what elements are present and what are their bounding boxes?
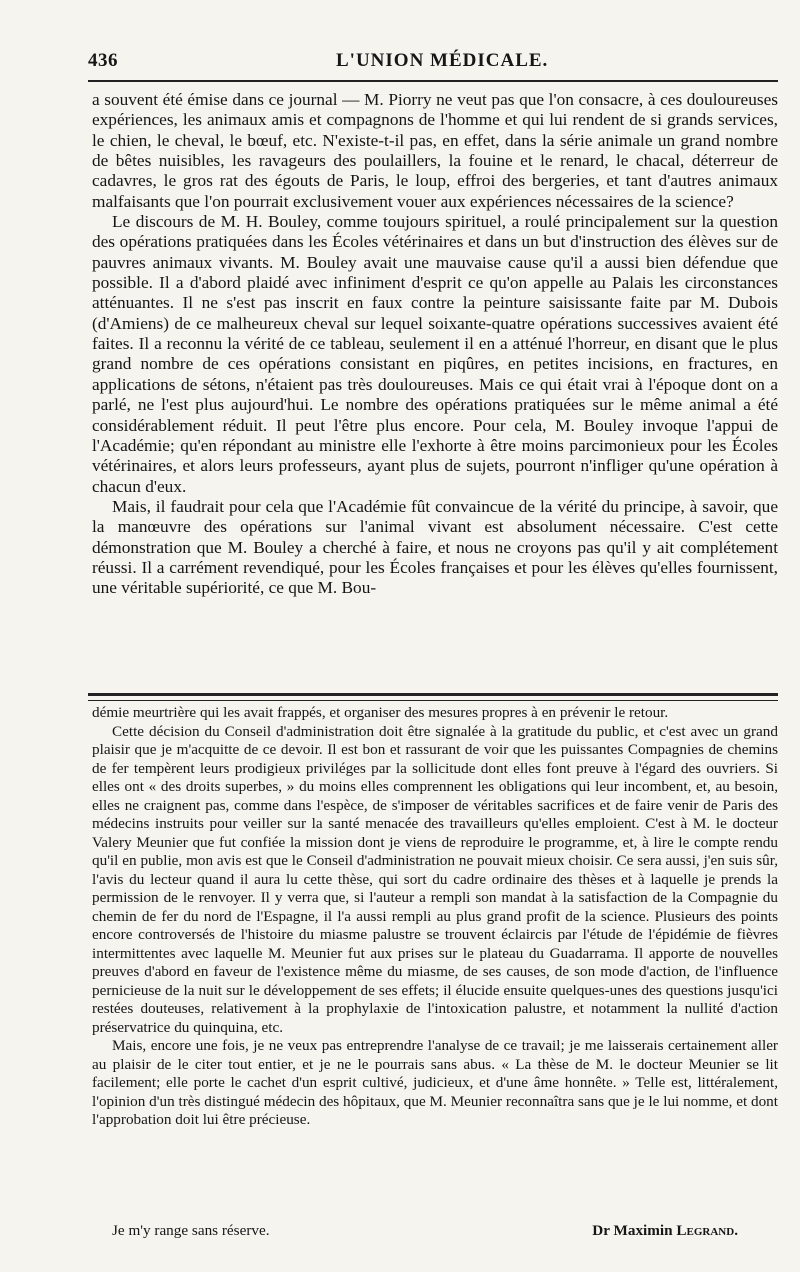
feuilleton-paragraph: Mais, encore une fois, je ne veux pas entreprendre l'analyse de ce travail; je me laisserais certainement aller au plaisir de le citer tout entier, et je ne le pourrais sans abus. « La thèse de M. le docteur Meunier se lit facilement; elle porte le cachet d'un esprit cultivé, judicieux, et d'une âme honnête. » Telle est, littéralement, l'opinion d'un très distingué médecin des hôpitaux, que M. Meunier reconnaîtra sans que je le lui nomme, et dont l'approbation doit lui être précieuse. [92,1037,778,1128]
author-surname: Legrand. [676,1222,738,1239]
main-article [92,90,778,599]
feuilleton-separator [88,693,778,701]
article-paragraph: a souvent été émise dans ce journal — M. Piorry ne veut pas que l'on consacre, à ces douloureuses expériences, les animaux amis et compagnons de l'homme et qui lui rendent de si grands services, le chien, le cheval, le bœuf, etc. N'existe-t-il pas, en effet, dans la série animale un grand nombre de bêtes nuisibles, les ravageurs des poulaillers, la fouine et le renard, le chacal, déterreur de cadavres, le gros rat des égouts de Paris, le loup, effroi des bergeries, et tant d'autres animaux malfaisants que l'on pourrait exclusivement vouer aux expériences nécessaires de la science? [92,90,778,211]
article-paragraph: Le discours de M. H. Bouley, comme toujours spirituel, a roulé principalement sur la question des opérations pratiquées dans les Écoles vétérinaires et dans un but d'instruction des élèves sur de pauvres animaux vivants. M. Bouley avait une mauvaise cause qu'il a aussi bien défendue que possible. Il a d'abord plaidé avec infiniment d'esprit ce qu'on appelle au Palais les circonstances atténuantes. Il ne s'est pas inscrit en faux contre la peinture saisissante faite par M. Dubois (d'Amiens) de ce malheureux cheval sur lequel soixante-quatre opérations successives avaient été faites. Il a reconnu la vérité de ce tableau, seulement il en a atténué l'horreur, en disant que le plus grand nombre de ces opérations consistant en piqûres, en petites incisions, en fractures, en applications de sétons, n'étaient pas très douloureuses. Mais ce qui était vrai à l'époque dont on a parlé, ne l'est plus aujourd'hui. Le nombre des opérations pratiquées sur le même animal a été considérablement réduit. Il peut l'être plus encore. Pour cela, M. Bouley invoque l'appui de l'Académie; qu'en répondant au ministre elle l'exhorte à être moins parcimonieux pour les Écoles vétérinaires, et alors leurs professeurs, ayant plus de sujets, pourront n'infliger qu'une opération à chacun d'eux. [92,212,778,496]
feuilleton-paragraph: démie meurtrière qui les avait frappés, et organiser des mesures propres à en prévenir le retour. [92,704,669,721]
closing-remark: Je m'y range sans réserve. [112,1222,270,1239]
page-number: 436 [88,50,118,71]
author-name-prefix: Dr Maximin [592,1222,673,1239]
author-signature [592,1222,738,1240]
running-title: L'UNION MÉDICALE. [336,50,549,71]
signoff-line [92,1222,778,1244]
feuilleton-paragraph: Cette décision du Conseil d'administration doit être signalée à la gratitude du public, et c'est avec un grand plaisir que je m'acquitte de ce devoir. Il est bon et rassurant de voir que les puissantes Compagnies de chemins de fer tempèrent leurs prodigieux priviléges par la sollicitude dont elles font preuve à l'égard des ouvriers. Si elles ont « des droits superbes, » du moins elles comprennent les obligations qui leur incombent, et, au besoin, elles ne craignent pas, comme dans l'espèce, de s'imposer de véritables sacrifices et de faire venir de Paris des médecins instruits pour veiller sur la santé menacée des travailleurs qu'elles emploient. C'est à M. le docteur Valery Meunier que fut confiée la mission dont je viens de reproduire le programme, et, à lire le compte rendu qu'il en publie, mon avis est que le Conseil d'administration ne pouvait mieux choisir. Ce sera aussi, j'en suis sûr, l'avis du lecteur quand il aura lu cette thèse, qui sort du cadre ordinaire des thèses et à laquelle je prends la permission de le renvoyer. Il y verra que, si l'auteur a rempli son mandat à la satisfaction de la Compagnie du chemin de fer du nord de l'Espagne, il l'a aussi rempli au plus grand profit de la science. Plusieurs des points encore controversés de l'histoire du miasme palustre se trouvent éclaircis par l'étude de l'épidémie de fièvres intermittentes avec laquelle M. Meunier fut aux prises sur le plateau du Guadarrama. Il apporte de nouvelles preuves d'abord en faveur de l'existence même du miasme, de ses causes, de son mode d'action, de l'influence pernicieuse de la nuit sur le développement de ses effets; il élucide ensuite quelques-unes des questions jusqu'ici restées douteuses, relativement à la prophylaxie de l'intoxication palustre, et notamment la nullité d'action préservatrice du quinquina, etc. [92,722,778,1036]
header-rule [88,80,778,82]
article-paragraph: Mais, il faudrait pour cela que l'Académie fût convaincue de la vérité du principe, à savoir, que la manœuvre des opérations sur l'animal vivant est absolument nécessaire. C'est cette démonstration que M. Bouley a cherché à faire, et nous ne croyons pas qu'il y ait complétement réussi. Il a carrément revendiqué, pour les Écoles françaises et pour les élèves qu'elles fournissent, une véritable supériorité, ce que M. Bou- [92,496,778,598]
feuilleton-section [92,704,778,1130]
page-header [88,44,778,78]
